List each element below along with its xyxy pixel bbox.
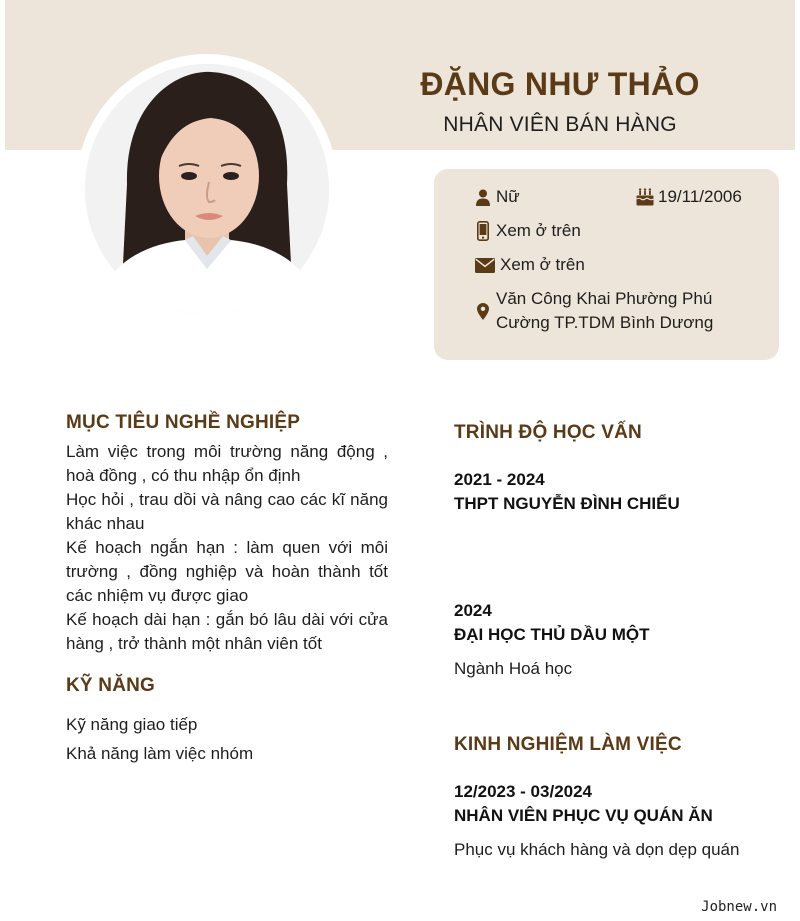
birthday-row bbox=[634, 185, 742, 209]
address-row bbox=[472, 287, 713, 335]
birthday-value: 19/11/2006 bbox=[658, 187, 742, 206]
objective-text bbox=[66, 440, 388, 656]
address-line-1: Văn Công Khai Phường Phú bbox=[496, 289, 713, 308]
education-period: 2021 - 2024 bbox=[454, 470, 545, 489]
birthday-cake-icon bbox=[634, 185, 656, 209]
map-marker-icon bbox=[472, 287, 494, 335]
experience-role: NHÂN VIÊN PHỤC VỤ QUÁN ĂN bbox=[454, 806, 713, 825]
education-school: ĐẠI HỌC THỦ DẦU MỘT bbox=[454, 625, 650, 644]
education-title: TRÌNH ĐỘ HỌC VẤN bbox=[454, 422, 642, 443]
footer-brand: Jobnew.vn bbox=[701, 899, 777, 915]
experience-detail: Phục vụ khách hàng và dọn dẹp quán bbox=[454, 840, 740, 859]
objective-paragraph: Kế hoạch ngắn hạn : làm quen với môi trường , đồng nghiệp và hoàn thành tốt các nhiệm vụ được giao bbox=[66, 538, 388, 605]
job-title: NHÂN VIÊN BÁN HÀNG bbox=[443, 113, 677, 136]
phone-value: Xem ở trên bbox=[496, 221, 581, 240]
experience-period: 12/2023 - 03/2024 bbox=[454, 782, 593, 801]
objective-paragraph: Kế hoạch dài hạn : gắn bó lâu dài với cửa hàng , trở thành một nhân viên tốt bbox=[66, 610, 388, 653]
address-line-2: Cường TP.TDM Bình Dương bbox=[496, 313, 714, 332]
experience-title: KINH NGHIỆM LÀM VIỆC bbox=[454, 734, 682, 755]
envelope-icon bbox=[472, 253, 498, 277]
user-icon bbox=[472, 185, 494, 209]
email-value: Xem ở trên bbox=[500, 255, 585, 274]
email-row bbox=[472, 253, 585, 277]
objective-title: MỤC TIÊU NGHỀ NGHIỆP bbox=[66, 412, 301, 433]
education-period: 2024 bbox=[454, 601, 492, 620]
objective-paragraph: Làm việc trong môi trường năng động , hoà đồng , có thu nhập ổn định bbox=[66, 442, 388, 485]
avatar bbox=[85, 64, 329, 314]
objective-paragraph: Học hỏi , trau dồi và nâng cao các kĩ năng khác nhau bbox=[66, 490, 388, 533]
education-detail: Ngành Hoá học bbox=[454, 659, 573, 678]
skill-item: Khả năng làm việc nhóm bbox=[66, 744, 254, 763]
skills-title: KỸ NĂNG bbox=[66, 675, 156, 696]
mobile-phone-icon bbox=[472, 219, 494, 243]
phone-row bbox=[472, 219, 581, 243]
contact-card bbox=[434, 169, 779, 360]
candidate-name: ĐẶNG NHƯ THẢO bbox=[420, 66, 700, 102]
gender-value: Nữ bbox=[496, 187, 520, 206]
address-value bbox=[496, 287, 713, 335]
skill-item: Kỹ năng giao tiếp bbox=[66, 715, 198, 734]
education-school: THPT NGUYỄN ĐÌNH CHIỂU bbox=[454, 494, 680, 513]
gender-row bbox=[472, 185, 520, 209]
